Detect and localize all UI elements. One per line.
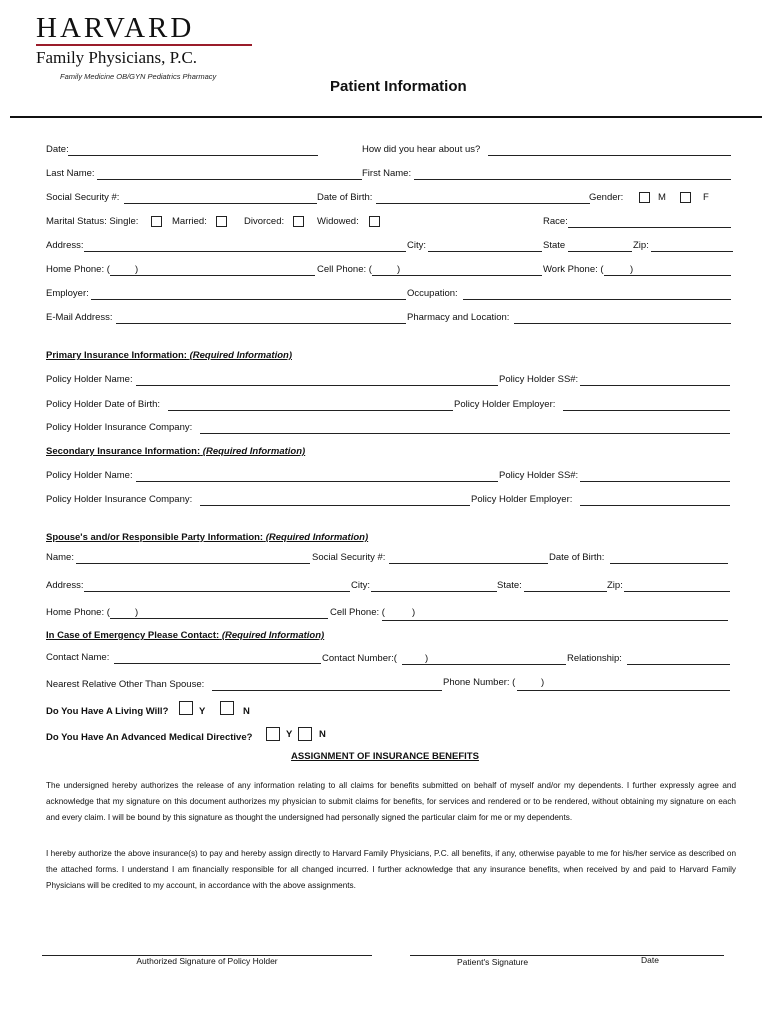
secondary-holder-ss-label: Policy Holder SS#: — [499, 470, 579, 481]
secondary-holder-company-label: Policy Holder Insurance Company: — [46, 494, 193, 505]
secondary-holder-ss-field[interactable] — [580, 481, 730, 482]
heard-field[interactable] — [488, 155, 731, 156]
advanced-directive-label: Do You Have An Advanced Medical Directive? — [46, 732, 253, 743]
date-field[interactable] — [68, 155, 318, 156]
title-divider — [10, 116, 762, 118]
dob-label: Date of Birth: — [317, 192, 373, 203]
logo-name: HARVARD — [36, 12, 195, 44]
patient-signature-line[interactable] — [410, 955, 724, 956]
policy-holder-signature-label: Authorized Signature of Policy Holder — [136, 956, 278, 966]
patient-signature-label: Patient's Signature — [457, 957, 529, 967]
home-phone-paren: ) — [135, 264, 139, 275]
city-label: City: — [407, 240, 426, 251]
primary-holder-company-field[interactable] — [200, 433, 730, 434]
page-title: Patient Information — [330, 78, 467, 95]
work-phone-field[interactable] — [604, 275, 731, 276]
assignment-heading: ASSIGNMENT OF INSURANCE BENEFITS — [291, 751, 479, 762]
married-checkbox[interactable] — [216, 216, 227, 227]
address-field[interactable] — [84, 251, 406, 252]
gender-m-checkbox[interactable] — [639, 192, 650, 203]
marital-single-label: Marital Status: Single: — [46, 216, 139, 227]
state-field[interactable] — [568, 251, 632, 252]
assignment-paragraph-1: The undersigned hereby authorizes the release of any information relating to all claims for benefits submitted on behalf of myself and/or my dependents. I further expressly agree and acknowledge that my signature on this document authorizes my physician to submit claims for benefits, for services and rendered or to be rendered, without obtaining my signature on each and every claim. I will be bound by this signature as thought the undersigned had personally signed the particular claim for me or my dependents. — [46, 781, 736, 822]
spouse-city-label: City: — [351, 580, 370, 591]
spouse-home-phone-paren: ) — [135, 607, 139, 618]
last-name-field[interactable] — [97, 179, 362, 180]
spouse-zip-field[interactable] — [624, 591, 730, 592]
phone-number-paren: ) — [541, 677, 545, 688]
gender-label: Gender: — [589, 192, 624, 203]
primary-required-note: (Required Information) — [189, 350, 292, 361]
living-will-yes-checkbox[interactable] — [179, 701, 193, 715]
spouse-state-field[interactable] — [524, 591, 607, 592]
email-label: E-Mail Address: — [46, 312, 113, 323]
last-name-label: Last Name: — [46, 168, 95, 179]
primary-holder-ss-label: Policy Holder SS#: — [499, 374, 579, 385]
nearest-relative-label: Nearest Relative Other Than Spouse: — [46, 679, 205, 690]
heard-label: How did you hear about us? — [362, 144, 481, 155]
date-signature-label: Date — [641, 955, 659, 965]
spouse-city-field[interactable] — [371, 591, 497, 592]
spouse-cell-phone-paren: ) — [412, 607, 416, 618]
city-field[interactable] — [428, 251, 542, 252]
race-field[interactable] — [568, 227, 731, 228]
occupation-label: Occupation: — [407, 288, 458, 299]
spouse-cell-phone-field[interactable] — [382, 620, 728, 621]
contact-number-paren: ) — [425, 653, 429, 664]
emergency-required-note: (Required Information) — [221, 630, 325, 641]
ssn-label: Social Security #: — [46, 192, 120, 203]
advanced-directive-yes-checkbox[interactable] — [266, 727, 280, 741]
race-label: Race: — [543, 216, 568, 227]
secondary-holder-name-field[interactable] — [136, 481, 498, 482]
spouse-heading — [46, 533, 368, 543]
employer-label: Employer: — [46, 288, 89, 299]
spouse-zip-label: Zip: — [607, 580, 623, 591]
logo-rule — [36, 44, 252, 46]
secondary-insurance-heading — [46, 447, 305, 457]
advanced-directive-no-label: N — [319, 729, 326, 740]
logo-subtitle: Family Physicians, P.C. — [36, 48, 198, 67]
divorced-checkbox[interactable] — [293, 216, 304, 227]
widowed-label: Widowed: — [317, 216, 359, 227]
primary-holder-ss-field[interactable] — [580, 385, 730, 386]
living-will-label: Do You Have A Living Will? — [46, 706, 169, 717]
spouse-home-phone-label: Home Phone: ( — [46, 607, 110, 618]
phone-number-label: Phone Number: ( — [443, 677, 516, 688]
gender-m-label: M — [658, 192, 666, 203]
pharmacy-field[interactable] — [514, 323, 731, 324]
primary-holder-dob-field[interactable] — [168, 410, 453, 411]
relationship-field[interactable] — [627, 664, 730, 665]
home-phone-label: Home Phone: ( — [46, 264, 110, 275]
primary-holder-employer-field[interactable] — [563, 410, 730, 411]
secondary-holder-employer-label: Policy Holder Employer: — [471, 494, 573, 505]
widowed-checkbox[interactable] — [369, 216, 380, 227]
secondary-required-note: (Required Information) — [202, 446, 306, 457]
first-name-label: First Name: — [362, 168, 412, 179]
emergency-heading-text: In Case of Emergency Please Contact: — [46, 630, 220, 641]
spouse-cell-phone-label: Cell Phone: ( — [330, 607, 385, 618]
first-name-field[interactable] — [414, 179, 731, 180]
spouse-name-label: Name: — [46, 552, 74, 563]
single-checkbox[interactable] — [151, 216, 162, 227]
dob-field[interactable] — [376, 203, 590, 204]
primary-holder-dob-label: Policy Holder Date of Birth: — [46, 399, 161, 410]
advanced-directive-yes-label: Y — [286, 729, 293, 740]
home-phone-field[interactable] — [110, 275, 315, 276]
zip-label: Zip: — [633, 240, 649, 251]
secondary-holder-name-label: Policy Holder Name: — [46, 470, 133, 481]
secondary-holder-employer-field[interactable] — [580, 505, 730, 506]
spouse-state-label: State: — [497, 580, 522, 591]
spouse-heading-text: Spouse's and/or Responsible Party Information: — [46, 532, 264, 543]
cell-phone-field[interactable] — [372, 275, 542, 276]
spouse-dob-field[interactable] — [610, 563, 728, 564]
primary-holder-employer-label: Policy Holder Employer: — [454, 399, 556, 410]
relationship-label: Relationship: — [567, 653, 622, 664]
spouse-dob-label: Date of Birth: — [549, 552, 605, 563]
ssn-field[interactable] — [124, 203, 317, 204]
phone-number-field[interactable] — [517, 690, 730, 691]
cell-phone-label: Cell Phone: ( — [317, 264, 372, 275]
work-phone-label: Work Phone: ( — [543, 264, 604, 275]
living-will-yes-label: Y — [199, 706, 206, 717]
spouse-name-field[interactable] — [76, 563, 310, 564]
spouse-address-label: Address: — [46, 580, 84, 591]
advanced-directive-no-checkbox[interactable] — [298, 727, 312, 741]
primary-holder-name-label: Policy Holder Name: — [46, 374, 133, 385]
living-will-no-checkbox[interactable] — [220, 701, 234, 715]
contact-number-label: Contact Number:( — [322, 653, 397, 664]
spouse-ssn-label: Social Security #: — [312, 552, 386, 563]
emergency-heading — [46, 631, 324, 641]
occupation-field[interactable] — [463, 299, 731, 300]
nearest-relative-field[interactable] — [212, 690, 442, 691]
work-phone-paren: ) — [630, 264, 634, 275]
pharmacy-label: Pharmacy and Location: — [407, 312, 510, 323]
contact-name-label: Contact Name: — [46, 652, 110, 663]
contact-name-field[interactable] — [114, 663, 321, 664]
contact-number-field[interactable] — [402, 664, 566, 665]
primary-insurance-heading — [46, 351, 292, 361]
logo-tagline: Family Medicine OB/GYN Pediatrics Pharmacy — [60, 72, 217, 81]
divorced-label: Divorced: — [244, 216, 285, 227]
zip-field[interactable] — [651, 251, 733, 252]
gender-f-checkbox[interactable] — [680, 192, 691, 203]
assignment-paragraph-2: I hereby authorize the above insurance(s) to pay and hereby assign directly to Harvard Family Physicians, P.C. all benefits, if any, otherwise payable to me for his/her service as described on the attached forms. I understand I am financially responsible for all changed incurred. I further acknowledge that any insurance benefits, when received by and paid to Harvard Family Physicians will be credited to my account, in accordance with the above assignments. — [46, 849, 736, 890]
secondary-holder-company-field[interactable] — [200, 505, 470, 506]
email-field[interactable] — [116, 323, 406, 324]
cell-phone-paren: ) — [397, 264, 401, 275]
state-label: State — [543, 240, 566, 251]
primary-holder-company-label: Policy Holder Insurance Company: — [46, 422, 193, 433]
employer-field[interactable] — [91, 299, 406, 300]
date-label: Date: — [46, 144, 69, 155]
address-label: Address: — [46, 240, 84, 251]
secondary-heading-text: Secondary Insurance Information: — [46, 446, 201, 457]
primary-holder-name-field[interactable] — [136, 385, 498, 386]
spouse-home-phone-field[interactable] — [110, 618, 328, 619]
spouse-ssn-field[interactable] — [389, 563, 548, 564]
gender-f-label: F — [703, 192, 709, 203]
spouse-address-field[interactable] — [84, 591, 350, 592]
primary-heading-text: Primary Insurance Information: — [46, 350, 187, 361]
married-label: Married: — [172, 216, 207, 227]
spouse-required-note: (Required Information) — [265, 532, 369, 543]
living-will-no-label: N — [243, 706, 250, 717]
